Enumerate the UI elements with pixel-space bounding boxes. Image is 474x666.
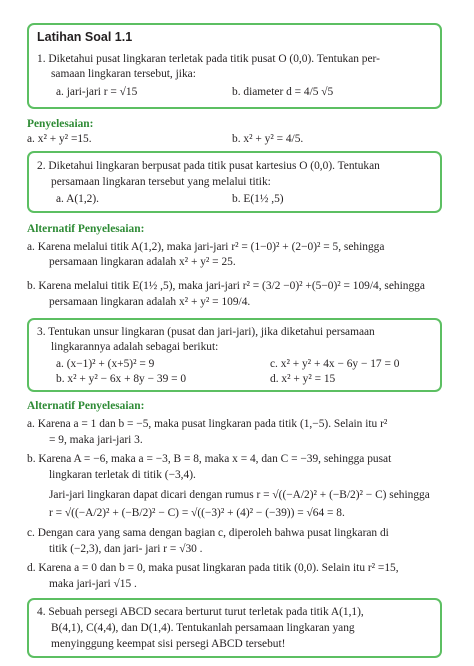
q3-option-a: a. (x−1)² + (x+5)² = 9	[56, 358, 155, 370]
q4-line1: 4. Sebuah persegi ABCD secara berturut turut terletak pada titik A(1,1),	[37, 606, 364, 618]
solution-2-b-line2: persamaan lingkaran adalah x² + y² = 109/4.	[49, 296, 251, 308]
solution-3-b-line4: r = √((−A/2)² + (−B/2)² − C) = √((−3)² + (4)² − (−39)) = √64 = 8.	[49, 507, 345, 519]
solution-3-d-line2: maka jari-jari √15 .	[49, 578, 137, 590]
solution-3-c-line2: titik (−2,3), dan jari- jari r = √30 .	[49, 543, 203, 555]
q3-option-c: c. x² + y² + 4x − 6y − 17 = 0	[270, 358, 400, 370]
q3-option-d: d. x² + y² = 15	[270, 373, 336, 385]
q1-line2: samaan lingkaran tersebut, jika:	[51, 68, 196, 80]
q2-option-a: a. A(1,2).	[56, 193, 100, 205]
q1-option-b: b. diameter d = 4/5 √5	[232, 86, 334, 98]
solution-1-a: a. x² + y² =15.	[27, 133, 92, 145]
solution-3-d-line1: d. Karena a = 0 dan b = 0, maka pusat lingkaran pada titik (0,0). Selain itu r² =15,	[27, 562, 399, 574]
q3-line1: 3. Tentukan unsur lingkaran (pusat dan jari-jari), jika diketahui persamaan	[37, 326, 375, 338]
solution-2-a-line1: a. Karena melalui titik A(1,2), maka jari-jari r² = (1−0)² + (2−0)² = 5, sehingga	[27, 241, 385, 253]
q1-line1: 1. Diketahui pusat lingkaran terletak pada titik pusat O (0,0). Tentukan per-	[37, 53, 380, 65]
q4-line2: B(4,1), C(4,4), dan D(1,4). Tentukanlah persamaan lingkaran yang	[51, 622, 355, 634]
solution-3-b-line1: b. Karena A = −6, maka a = −3, B = 8, maka x = 4, dan C = −39, sehingga pusat	[27, 453, 392, 465]
solution-2-b-line1: b. Karena melalui titik E(1½ ,5), maka jari-jari r² = (3/2 −0)² +(5−0)² = 109/4, sehingga	[27, 280, 425, 292]
solution-2-a-line2: persamaan lingkaran adalah x² + y² = 25.	[49, 256, 236, 268]
q2-option-b: b. E(1½ ,5)	[232, 193, 284, 205]
solution-3-heading: Alternatif Penyelesaian:	[27, 400, 145, 412]
q2-line1: 2. Diketahui lingkaran berpusat pada titik pusat kartesius O (0,0). Tentukan	[37, 160, 380, 172]
q3-option-b: b. x² + y² − 6x + 8y − 39 = 0	[56, 373, 187, 385]
q3-line2: lingkarannya adalah sebagai berikut:	[51, 341, 219, 353]
exercise-title: Latihan Soal 1.1	[37, 30, 133, 44]
solution-3-b-line2: lingkaran terletak di titik (−3,4).	[49, 469, 196, 481]
solution-3-a-line2: = 9, maka jari-jari 3.	[49, 434, 143, 446]
solution-3-b-line3: Jari-jari lingkaran dapat dicari dengan rumus r = √((−A/2)² + (−B/2)² − C) sehingga	[49, 489, 430, 501]
solution-2-heading: Alternatif Penyelesaian:	[27, 223, 145, 235]
solution-1-b: b. x² + y² = 4/5.	[232, 133, 304, 145]
solution-3-c-line1: c. Dengan cara yang sama dengan bagian c, diperoleh bahwa pusat lingkaran di	[27, 527, 389, 539]
q4-line3: menyinggung keempat sisi persegi ABCD tersebut!	[51, 638, 286, 650]
q1-option-a: a. jari-jari r = √15	[56, 86, 138, 98]
solution-3-a-line1: a. Karena a = 1 dan b = −5, maka pusat lingkaran pada titik (1,−5). Selain itu r²	[27, 418, 388, 430]
q2-line2: persamaan lingkaran tersebut yang melalui titik:	[51, 176, 271, 188]
solution-1-heading: Penyelesaian:	[27, 118, 94, 130]
